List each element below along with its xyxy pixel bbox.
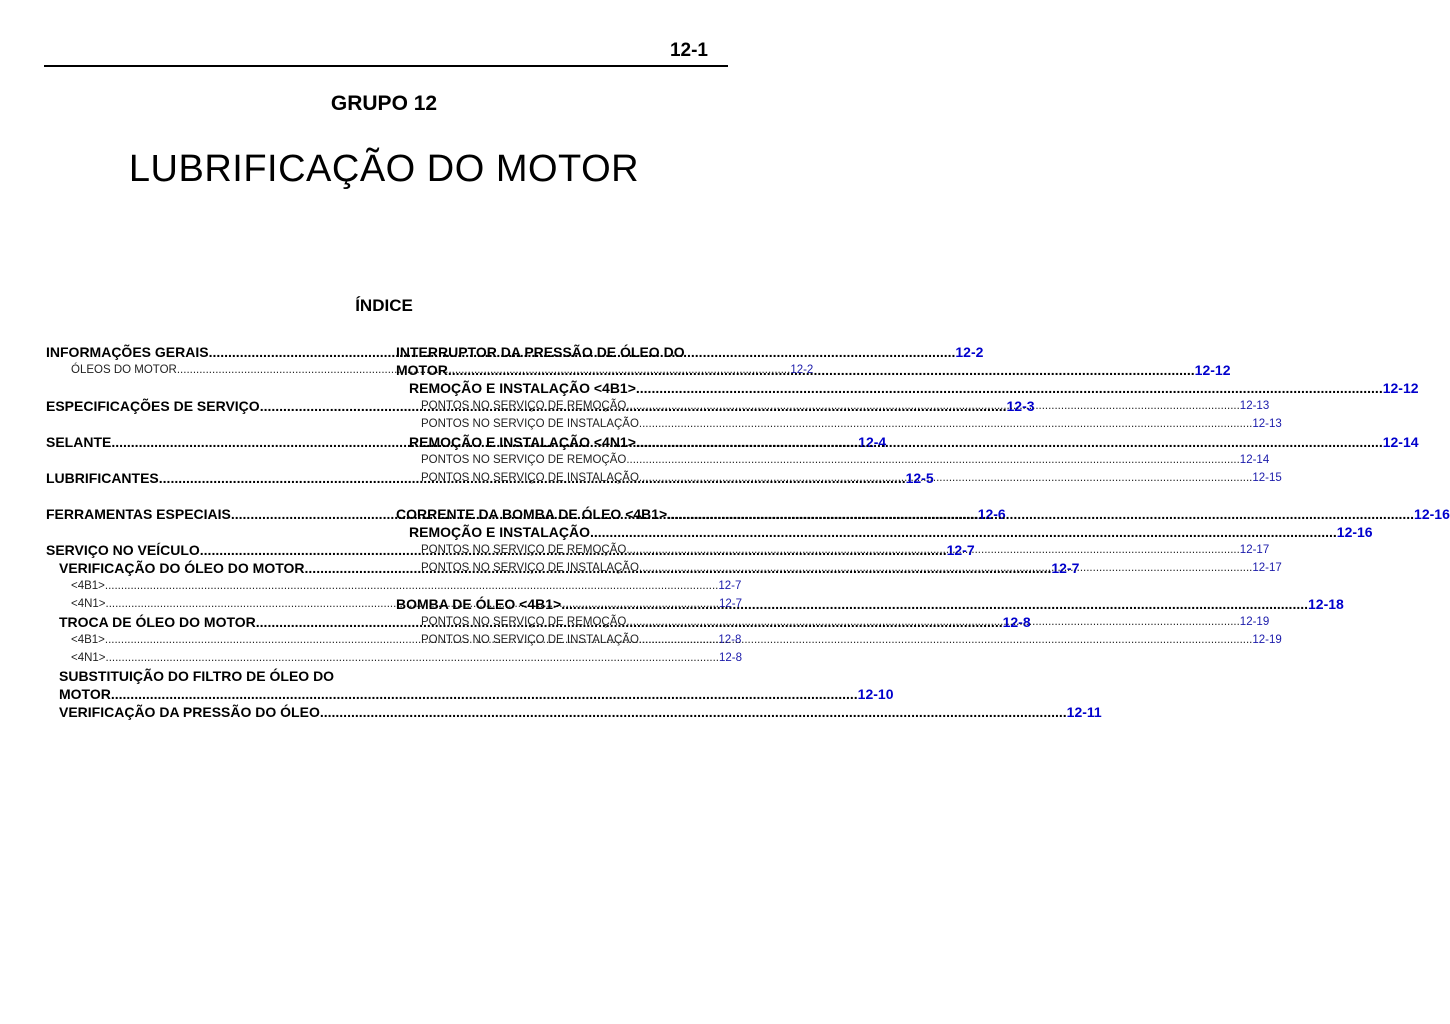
toc-entry-label: SELANTE bbox=[46, 434, 112, 450]
header-rule bbox=[44, 65, 728, 67]
toc-entry-label: ESPECIFICAÇÕES DE SERVIÇO bbox=[46, 398, 260, 414]
dot-leader bbox=[639, 415, 1252, 433]
toc-page-link[interactable]: 12-8 bbox=[1002, 614, 1031, 630]
chapter-title: LUBRIFICAÇÃO DO MOTOR bbox=[128, 148, 640, 190]
toc-entry-label: BOMBA DE ÓLEO <4B1> bbox=[396, 596, 562, 612]
toc-entry-label: <4N1> bbox=[71, 652, 106, 664]
toc-entry-label: PONTOS NO SERVIÇO DE REMOÇÃO bbox=[421, 616, 627, 628]
dot-leader bbox=[561, 595, 1308, 613]
toc-page-link[interactable]: 12-7 bbox=[718, 580, 742, 592]
toc-page-link[interactable]: 12-13 bbox=[1252, 418, 1282, 430]
toc-page-link[interactable]: 12-3 bbox=[1006, 398, 1035, 414]
toc-page-link[interactable]: 12-8 bbox=[718, 634, 742, 646]
toc-page-link[interactable]: 12-6 bbox=[977, 506, 1006, 522]
toc-entry-label: CORRENTE DA BOMBA DE ÓLEO <4B1> bbox=[396, 506, 668, 522]
toc-entry-label-line1: SUBSTITUIÇÃO DO FILTRO DE ÓLEO DO bbox=[59, 668, 335, 684]
toc-page-link[interactable]: 12-19 bbox=[1252, 634, 1282, 646]
toc-entry-label: PONTOS NO SERVIÇO DE INSTALAÇÃO bbox=[421, 418, 639, 430]
toc-page-link[interactable]: 12-2 bbox=[955, 344, 984, 360]
toc-entry-label: PONTOS NO SERVIÇO DE INSTALAÇÃO bbox=[421, 634, 639, 646]
toc-page-link[interactable]: 12-10 bbox=[857, 686, 894, 702]
dot-leader bbox=[448, 361, 1195, 379]
toc-entry-label: MOTOR bbox=[396, 362, 448, 378]
toc-page-link[interactable]: 12-11 bbox=[1066, 704, 1102, 720]
toc-page-link[interactable]: 12-17 bbox=[1239, 544, 1270, 556]
toc-page-link[interactable]: 12-4 bbox=[858, 434, 887, 450]
toc-entry[interactable] bbox=[46, 361, 814, 379]
toc-page-link[interactable]: 12-17 bbox=[1252, 562, 1282, 574]
toc-entry-label: PONTOS NO SERVIÇO DE REMOÇÃO bbox=[421, 454, 627, 466]
toc-entry[interactable] bbox=[46, 577, 742, 595]
dot-leader bbox=[590, 523, 1337, 541]
toc-entry[interactable] bbox=[396, 451, 1270, 469]
toc-entry[interactable] bbox=[396, 415, 1282, 433]
dot-leader bbox=[639, 469, 1252, 487]
toc-entry-label: PONTOS NO SERVIÇO DE INSTALAÇÃO bbox=[421, 562, 639, 574]
toc-page-link[interactable]: 12-7 bbox=[946, 542, 975, 558]
dot-leader bbox=[626, 451, 1239, 469]
toc-page-link[interactable]: 12-8 bbox=[718, 652, 743, 664]
toc-entry-label: PONTOS NO SERVIÇO DE INSTALAÇÃO bbox=[421, 472, 639, 484]
toc-entry-label: ÓLEOS DO MOTOR bbox=[71, 364, 177, 376]
dot-leader bbox=[626, 541, 1239, 559]
toc-entry-label-line1: INTERRUPTOR DA PRESSÃO DE ÓLEO DO bbox=[396, 344, 685, 360]
dot-leader bbox=[639, 631, 1252, 649]
toc-page-link[interactable]: 12-13 bbox=[1239, 400, 1270, 412]
toc-entry-label: FERRAMENTAS ESPECIAIS bbox=[46, 506, 231, 522]
toc-page-link[interactable]: 12-14 bbox=[1382, 434, 1419, 450]
toc-page-link[interactable]: 12-12 bbox=[1194, 362, 1231, 378]
toc-entry-label: MOTOR bbox=[59, 686, 111, 702]
dot-leader bbox=[111, 685, 858, 703]
dot-leader bbox=[626, 397, 1239, 415]
toc-entry-label: REMOÇÃO E INSTALAÇÃO <4N1> bbox=[409, 434, 636, 450]
group-heading: GRUPO 12 bbox=[330, 92, 438, 115]
toc-entry-label: REMOÇÃO E INSTALAÇÃO bbox=[409, 524, 590, 540]
toc-entry[interactable] bbox=[46, 667, 894, 703]
toc-entry-label: <4B1> bbox=[71, 634, 105, 646]
toc-entry-label: VERIFICAÇÃO DO ÓLEO DO MOTOR bbox=[59, 560, 305, 576]
toc-entry-label: TROCA DE ÓLEO DO MOTOR bbox=[59, 614, 256, 630]
toc-entry[interactable] bbox=[396, 379, 1419, 397]
dot-leader bbox=[320, 703, 1067, 721]
dot-leader bbox=[639, 559, 1252, 577]
toc-entry[interactable] bbox=[396, 523, 1373, 541]
toc-entry-label: INFORMAÇÕES GERAIS bbox=[46, 344, 209, 360]
page-number: 12-1 bbox=[669, 40, 708, 61]
toc-page-link[interactable]: 12-16 bbox=[1414, 506, 1450, 522]
toc-page-link[interactable]: 12-14 bbox=[1239, 454, 1270, 466]
toc-entry-label: LUBRIFICANTES bbox=[46, 470, 159, 486]
toc-entry-label: REMOÇÃO E INSTALAÇÃO <4B1> bbox=[409, 380, 636, 396]
toc-entry[interactable] bbox=[46, 703, 1102, 721]
toc-entry-label: VERIFICAÇÃO DA PRESSÃO DO ÓLEO bbox=[59, 704, 320, 720]
toc-entry-label: <4B1> bbox=[71, 580, 105, 592]
toc-entry[interactable] bbox=[46, 649, 743, 667]
toc-entry-label: SERVIÇO NO VEÍCULO bbox=[46, 542, 200, 558]
toc-page-link[interactable]: 12-7 bbox=[718, 598, 743, 610]
dot-leader bbox=[106, 649, 719, 667]
toc-page-link[interactable]: 12-7 bbox=[1051, 560, 1080, 576]
toc-page-link[interactable]: 12-5 bbox=[905, 470, 934, 486]
toc-page-link[interactable]: 12-19 bbox=[1239, 616, 1270, 628]
toc-page-link[interactable]: 12-12 bbox=[1382, 380, 1419, 396]
dot-leader bbox=[626, 613, 1239, 631]
toc-page-link[interactable]: 12-2 bbox=[790, 364, 814, 376]
toc-page-link[interactable]: 12-16 bbox=[1336, 524, 1373, 540]
index-heading: ÍNDICE bbox=[355, 296, 413, 315]
dot-leader bbox=[667, 505, 1414, 523]
toc-entry-label: <4N1> bbox=[71, 598, 106, 610]
toc-page-link[interactable]: 12-15 bbox=[1252, 472, 1282, 484]
dot-leader bbox=[636, 433, 1383, 451]
toc-entry-label: PONTOS NO SERVIÇO DE REMOÇÃO bbox=[421, 544, 627, 556]
dot-leader bbox=[636, 379, 1383, 397]
toc-page-link[interactable]: 12-18 bbox=[1308, 596, 1344, 612]
toc-entry-label: PONTOS NO SERVIÇO DE REMOÇÃO bbox=[421, 400, 627, 412]
